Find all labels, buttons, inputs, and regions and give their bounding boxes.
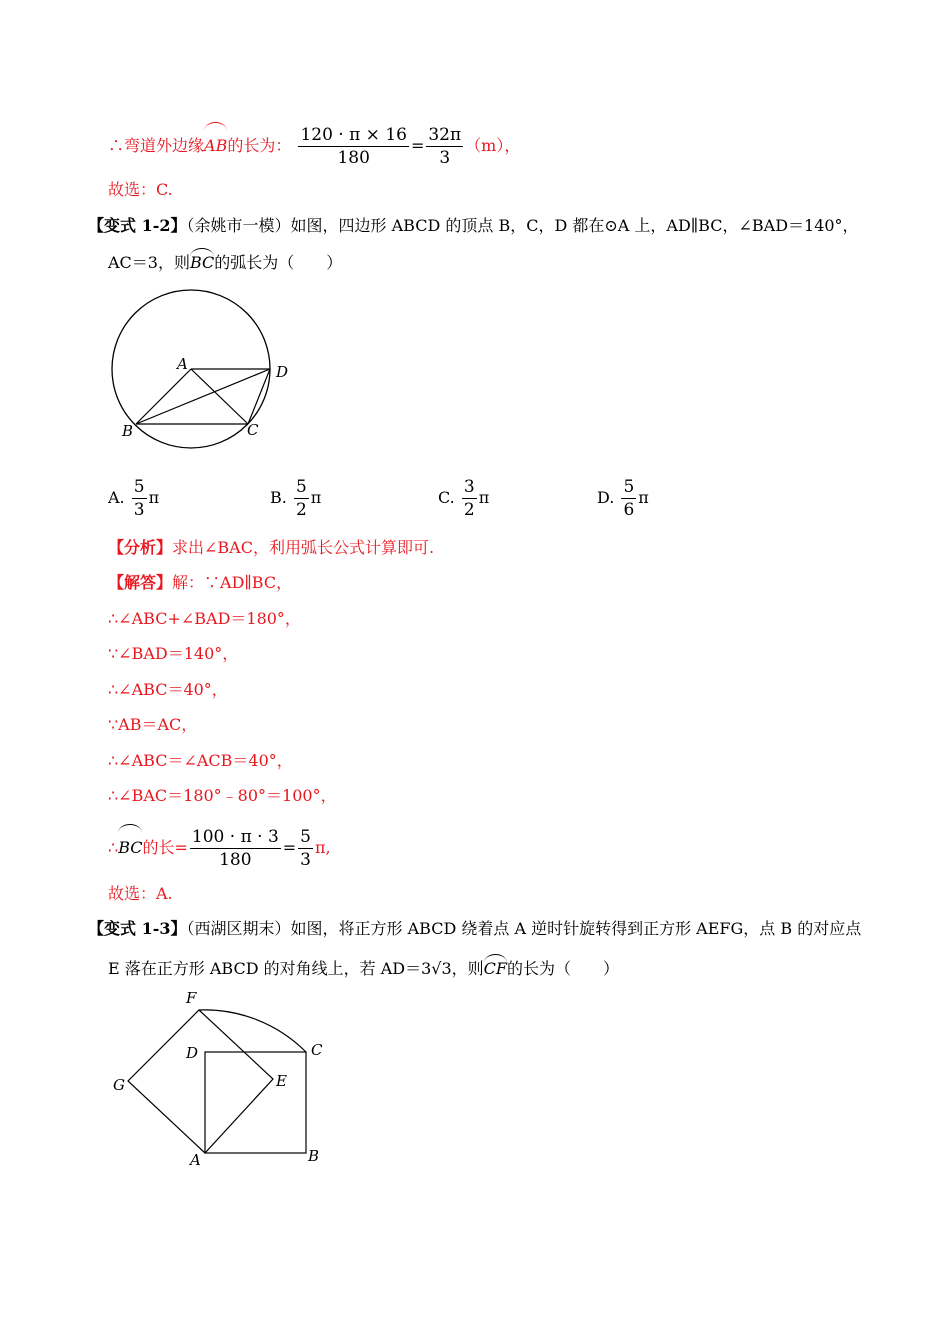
option-pi: π [638, 488, 649, 507]
answer-choice-c: 故选：C. [108, 180, 173, 199]
square-abcd [205, 1052, 306, 1153]
fraction-numerator: 100 · π · 3 [191, 827, 279, 847]
option-letter: C. [438, 488, 455, 507]
therefore-text: ∴弯道外边缘 [108, 136, 205, 155]
fraction-result [298, 827, 313, 870]
fraction-numerator: 3 [463, 477, 475, 497]
fraction-arc-formula [298, 125, 409, 168]
solution-line-0 [108, 572, 292, 594]
solution-line-3: ∴∠ABC＝40°， [108, 680, 228, 699]
option-pi: π [478, 488, 490, 507]
question-text: 如图，四边形 ABCD 的顶点 B，C，D 都在⊙A 上，AD∥BC，∠BAD＝140°， [290, 216, 859, 235]
point-label-c: C [247, 421, 259, 439]
solution-line-1: ∴∠ABC+∠BAD＝180°， [108, 609, 301, 628]
fraction-arc-formula [190, 827, 281, 870]
option-fraction [132, 477, 147, 520]
analysis-text: 求出∠BAC，利用弧长公式计算即可. [172, 538, 435, 557]
pi-tail: π, [315, 838, 331, 857]
question-text: E 落在正方形 ABCD 的对角线上，若 AD＝3√3，则 [108, 959, 484, 978]
arc-bc-length-line [108, 824, 331, 870]
arc-ab-label: AB [204, 122, 227, 166]
fraction-denominator: 2 [295, 500, 307, 520]
point-label-b: B [308, 1147, 320, 1165]
equals-sign: = [282, 838, 297, 857]
question-text: 如图，将正方形 ABCD 绕着点 A 逆时针旋转得到正方形 AEFG，点 B 的对应点 [290, 919, 862, 938]
option-pi: π [310, 488, 322, 507]
fraction-numerator: 5 [133, 477, 145, 497]
solution-text: 解：∵AD∥BC， [172, 573, 293, 592]
question-1-2-line2 [108, 248, 342, 274]
fraction-denominator: 3 [300, 850, 311, 870]
question-text: 的长为（ ） [507, 959, 620, 978]
question-1-3-line2 [108, 954, 619, 980]
arc-cf-label: CF [484, 954, 507, 980]
fraction-numerator: 5 [295, 477, 307, 497]
option-fraction [621, 477, 636, 520]
fraction-numerator: 32π [428, 125, 462, 145]
equals-sign: = [410, 136, 425, 155]
question-tag: 【变式 1-3】 [88, 919, 187, 938]
fraction-numerator: 120 · π × 16 [300, 125, 407, 145]
circle-figure [100, 280, 310, 450]
unit-text: （m）， [465, 136, 521, 155]
fraction-numerator: 5 [623, 477, 635, 497]
solution-line-4: ∵AB＝AC， [108, 715, 198, 734]
length-label-text: 的长为： [227, 136, 292, 155]
solution-line-2: ∵∠BAD＝140°， [108, 644, 239, 663]
fraction-denominator: 6 [623, 500, 635, 520]
point-label-d: D [276, 363, 289, 381]
fraction-denominator: 180 [190, 848, 281, 870]
point-label-d: D [186, 1044, 199, 1062]
squares-figure [100, 985, 340, 1175]
fraction-numerator: 5 [300, 827, 311, 847]
option-c[interactable] [438, 477, 489, 520]
point-label-b: B [122, 422, 134, 440]
therefore-text: ∴ [108, 838, 119, 857]
option-pi: π [148, 488, 160, 507]
option-fraction [294, 477, 309, 520]
answer-choice-a: 故选：A. [108, 884, 173, 903]
segment-ab [136, 369, 191, 424]
solution-line-5: ∴∠ABC＝∠ACB＝40°， [108, 751, 293, 770]
question-1-2-line1 [88, 215, 859, 237]
question-source: （余姚市一模） [186, 216, 291, 235]
point-label-e: E [276, 1072, 287, 1090]
option-letter: D. [597, 488, 615, 507]
option-fraction [462, 477, 477, 520]
fraction-denominator: 3 [426, 146, 463, 168]
point-label-g: G [113, 1076, 125, 1094]
length-label-text: 的长= [142, 838, 188, 857]
option-b[interactable] [270, 477, 321, 520]
point-label-c: C [311, 1041, 323, 1059]
point-label-f: F [186, 989, 197, 1007]
point-label-a: A [177, 355, 188, 373]
arc-cf [199, 1010, 306, 1052]
question-tag: 【变式 1-2】 [88, 216, 187, 235]
question-text: 的弧长为（ ） [214, 253, 343, 272]
fraction-result [426, 125, 463, 168]
analysis-line [108, 537, 434, 559]
option-letter: A. [108, 488, 125, 507]
fraction-denominator: 3 [133, 500, 145, 520]
point-label-a: A [190, 1151, 201, 1169]
option-letter: B. [270, 488, 287, 507]
arc-length-result-line [108, 122, 520, 168]
segment-bd [136, 369, 270, 424]
option-d[interactable] [597, 477, 649, 520]
arc-bc-label: BC [118, 824, 142, 868]
solution-line-6: ∴∠BAC＝180°﹣80°＝100°， [108, 786, 337, 805]
fraction-denominator: 2 [463, 500, 475, 520]
analysis-tag: 【分析】 [108, 538, 173, 557]
segment-ac [191, 369, 248, 424]
arc-bc-label: BC [190, 248, 214, 274]
question-source: （西湖区期末） [186, 919, 291, 938]
option-a[interactable] [108, 477, 159, 520]
question-1-3-line1 [88, 918, 861, 940]
fraction-denominator: 180 [298, 146, 409, 168]
square-aefg [128, 1010, 273, 1153]
solution-tag: 【解答】 [108, 573, 173, 592]
question-text: AC＝3，则 [108, 253, 190, 272]
